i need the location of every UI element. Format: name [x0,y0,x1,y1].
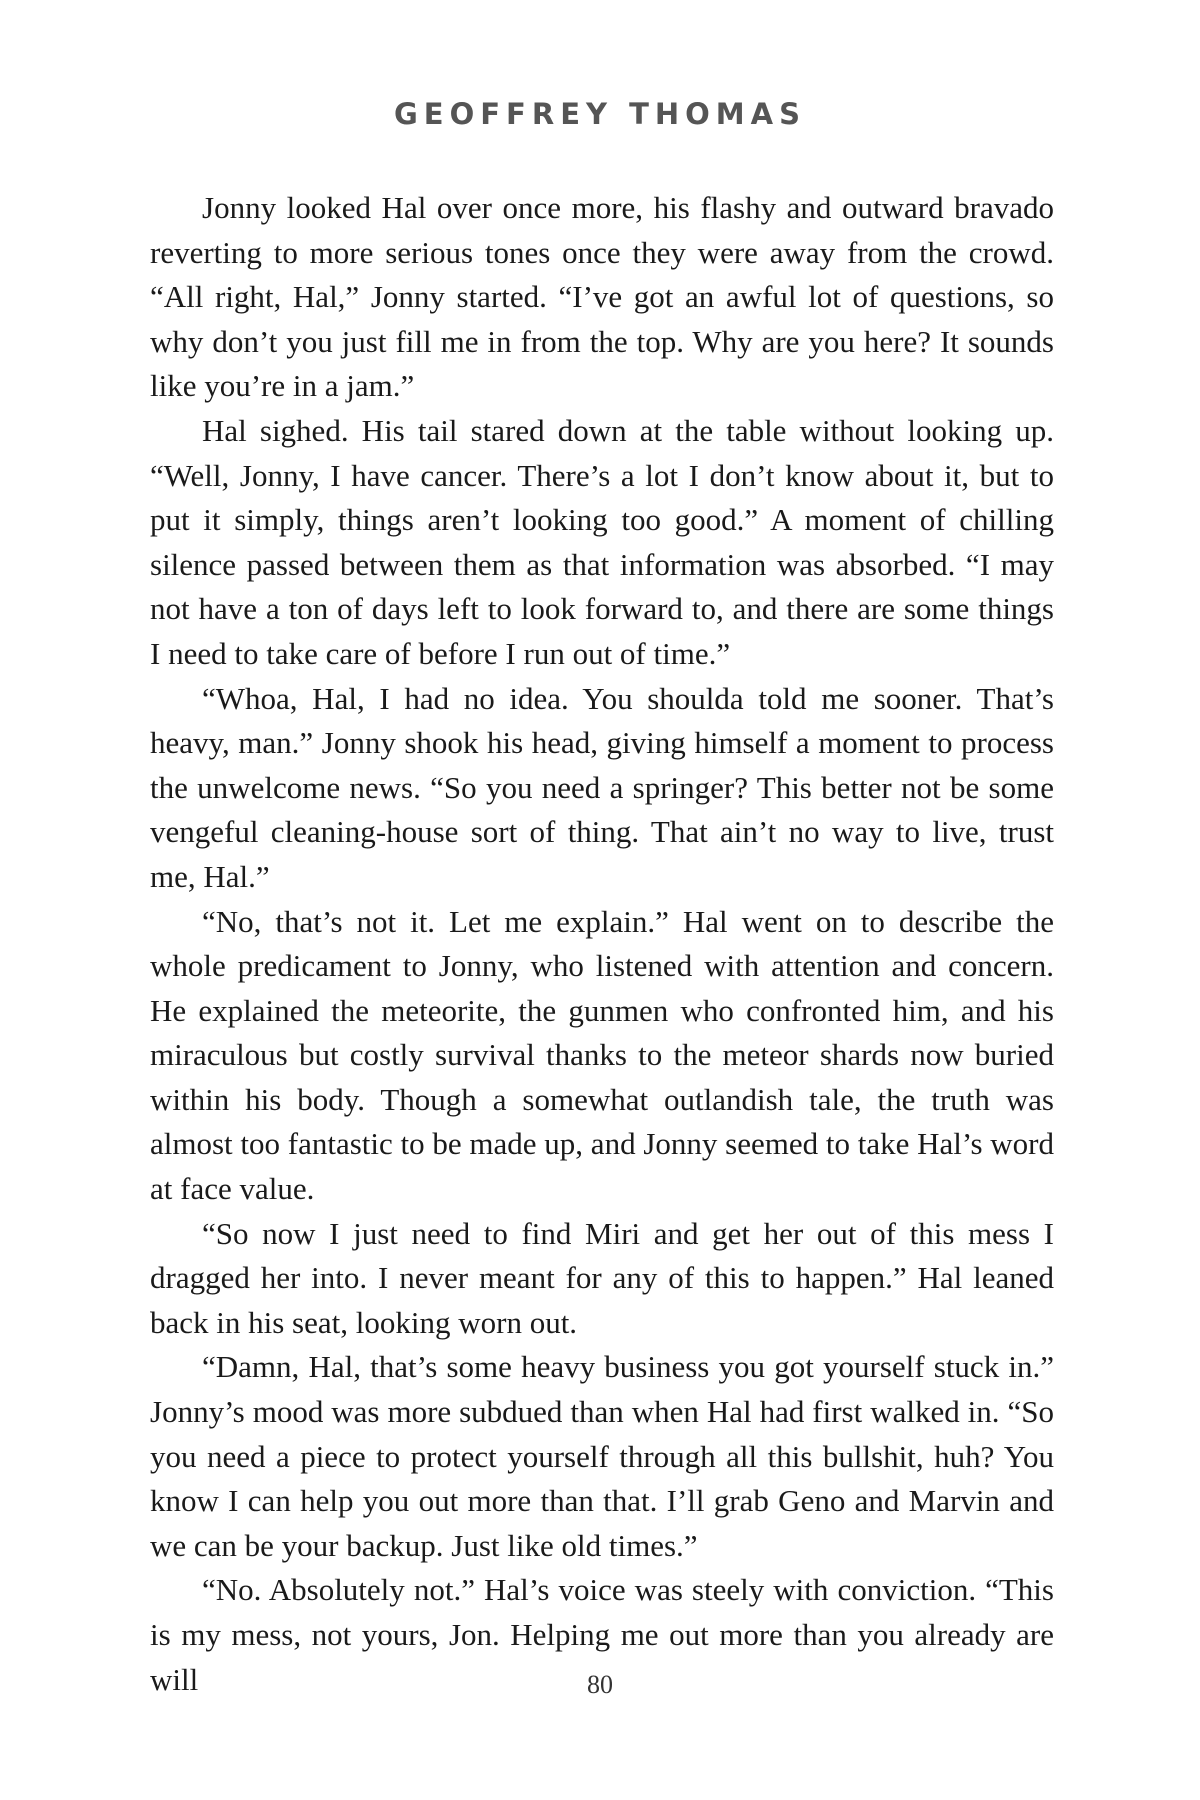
page-number: 80 [587,1670,613,1699]
paragraph: “No. Absolutely not.” Hal’s voice was steely with conviction. “This is my mess, not yours, Jon. Helping me out more than you already are will [150,1572,1054,1697]
paragraph: Hal sighed. His tail stared down at the table without looking up. “Well, Jonny, I have cancer. There’s a lot I don’t know about it, but to put it simply, things aren’t looking too good.” A moment of chilling silence passed between them as that information was absorbed. “I may not have a ton of days left to look forward to, and there are some things I need to take care of before I run out of time.” [150,412,1054,671]
paragraph: “Whoa, Hal, I had no idea. You shoulda told me sooner. That’s heavy, man.” Jonny shook his head, giving himself a moment to process the unwelcome news. “So you need a springer? This better not be some vengeful cleaning-house sort of thing. That ain’t no way to live, trust me, Hal.” [150,680,1054,894]
paragraph: “So now I just need to find Miri and get her out of this mess I dragged her into. I never meant for any of this to happen.” Hal leaned back in his seat, looking worn out. [150,1215,1054,1340]
running-head: GEOFFREY THOMAS [393,97,807,131]
paragraph: “Damn, Hal, that’s some heavy business you got yourself stuck in.” Jonny’s mood was more subdued than when Hal had first walked in. “So you need a piece to protect yourself through all this bullshit, huh? You know I can help you out more than that. I’ll grab Geno and Marvin and we can be your backup. Just like old times.” [150,1349,1054,1563]
body-text [150,186,1054,1702]
paragraph: “No, that’s not it. Let me explain.” Hal went on to describe the whole predicament to Jonny, who listened with attention and concern. He explained the meteorite, the gunmen who confronted him, and his miraculous but costly survival thanks to the meteor shards now buried within his body. Though a somewhat outlandish tale, the truth was almost too fantastic to be made up, and Jonny seemed to take Hal’s word at face value. [150,903,1054,1207]
paragraph: Jonny looked Hal over once more, his flashy and outward bravado reverting to more serious tones once they were away from the crowd. “All right, Hal,” Jonny started. “I’ve got an awful lot of questions, so why don’t you just fill me in from the top. Why are you here? It sounds like you’re in a jam.” [150,190,1054,404]
